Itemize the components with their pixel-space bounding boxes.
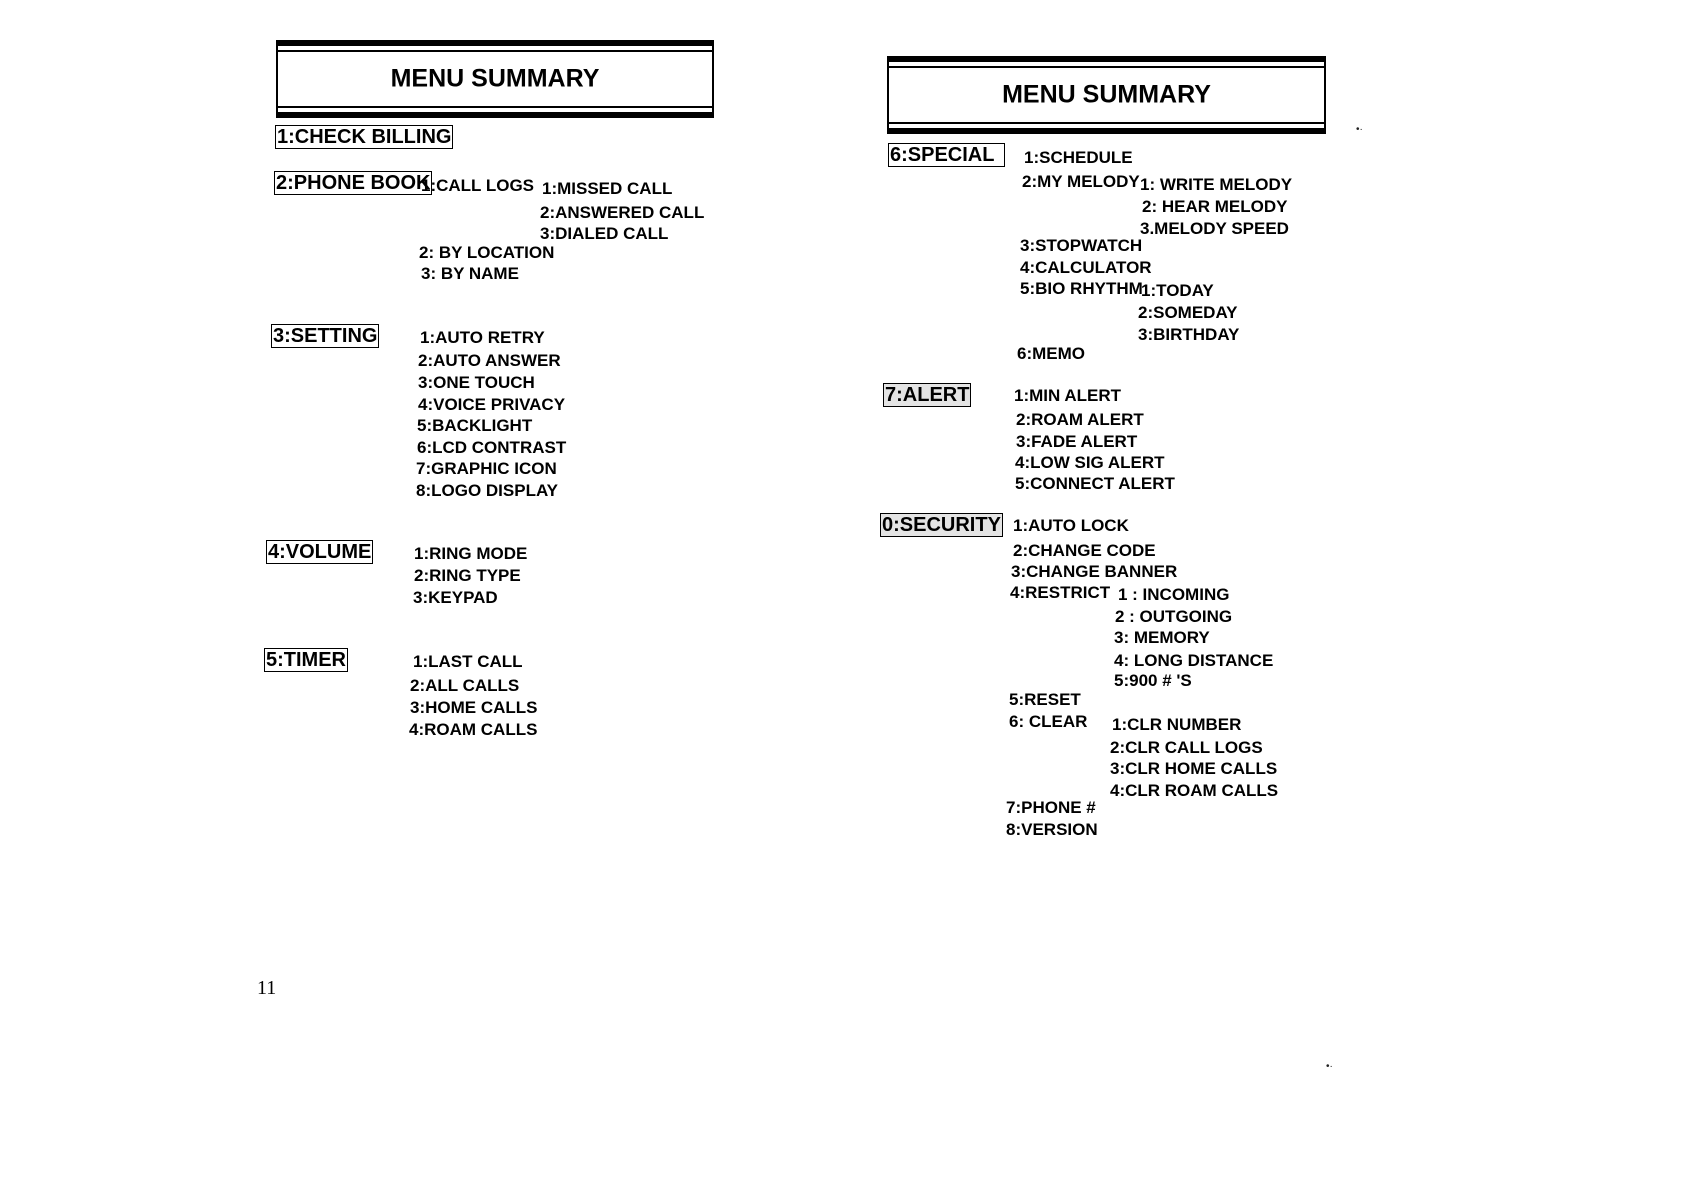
banner-top-line — [889, 66, 1324, 68]
menu-item-someday: 2:SOMEDAY — [1138, 303, 1238, 322]
menu-item-change-code: 2:CHANGE CODE — [1013, 541, 1156, 560]
menu-item-missed-call: 1:MISSED CALL — [542, 179, 673, 198]
menu-item-dialed-call: 3:DIALED CALL — [540, 224, 669, 243]
menu-item-graphic-icon: 7:GRAPHIC ICON — [416, 459, 557, 478]
menu-item-connect-alert: 5:CONNECT ALERT — [1015, 474, 1175, 493]
scan-speck: •· — [1356, 124, 1363, 135]
menu-item-reset: 5:RESET — [1009, 690, 1081, 709]
page-title-right: MENU SUMMARY — [1002, 80, 1211, 109]
menu-item-schedule: 1:SCHEDULE — [1024, 148, 1133, 167]
menu-item-my-melody: 2:MY MELODY — [1022, 172, 1140, 191]
banner-top-rule — [276, 40, 714, 46]
menu-item-clr-roam-calls: 4:CLR ROAM CALLS — [1110, 781, 1279, 800]
banner-bottom-rule — [887, 128, 1326, 134]
menu-item-lcd-contrast: 6:LCD CONTRAST — [417, 438, 567, 457]
menu-item-by-name: 3: BY NAME — [421, 264, 519, 283]
menu-item-clr-home-calls: 3:CLR HOME CALLS — [1110, 759, 1278, 778]
section-phone-book: 2:PHONE BOOK — [276, 172, 431, 194]
menu-item-home-calls: 3:HOME CALLS — [410, 698, 538, 717]
menu-item-answered-call: 2:ANSWERED CALL — [540, 203, 705, 222]
menu-item-change-banner: 3:CHANGE BANNER — [1011, 562, 1178, 581]
menu-item-incoming: 1 : INCOMING — [1118, 585, 1230, 604]
banner-bottom-line — [889, 122, 1324, 124]
section-check-billing: 1:CHECK BILLING — [277, 126, 452, 148]
section-volume: 4:VOLUME — [268, 541, 372, 563]
page-number: 11 — [257, 977, 277, 999]
menu-summary-banner-right — [887, 56, 1326, 134]
menu-item-min-alert: 1:MIN ALERT — [1014, 386, 1122, 405]
menu-item-one-touch: 3:ONE TOUCH — [418, 373, 535, 392]
menu-item-all-calls: 2:ALL CALLS — [410, 676, 520, 695]
menu-item-clr-number: 1:CLR NUMBER — [1112, 715, 1242, 734]
menu-item-by-location: 2: BY LOCATION — [419, 243, 555, 262]
menu-item-clr-call-logs: 2:CLR CALL LOGS — [1110, 738, 1263, 757]
menu-item-write-melody: 1: WRITE MELODY — [1140, 175, 1293, 194]
menu-item-melody-speed: 3.MELODY SPEED — [1140, 219, 1289, 238]
menu-item-today: 1:TODAY — [1141, 281, 1214, 300]
menu-item-auto-retry: 1:AUTO RETRY — [420, 328, 545, 347]
menu-item-roam-alert: 2:ROAM ALERT — [1016, 410, 1144, 429]
menu-item-backlight: 5:BACKLIGHT — [417, 416, 533, 435]
banner-bottom-line — [278, 106, 712, 108]
section-security: 0:SECURITY — [882, 514, 1001, 536]
banner-bottom-rule — [276, 112, 714, 118]
menu-item-low-sig-alert: 4:LOW SIG ALERT — [1015, 453, 1165, 472]
menu-item-stopwatch: 3:STOPWATCH — [1020, 236, 1143, 255]
menu-item-fade-alert: 3:FADE ALERT — [1016, 432, 1138, 451]
page-title: MENU SUMMARY — [390, 64, 600, 93]
menu-item-ring-mode: 1:RING MODE — [414, 544, 528, 563]
menu-item-hear-melody: 2: HEAR MELODY — [1142, 197, 1288, 216]
section-timer: 5:TIMER — [266, 649, 346, 671]
banner-top-rule — [887, 56, 1326, 62]
menu-item-last-call: 1:LAST CALL — [413, 652, 523, 671]
menu-item-memory: 3: MEMORY — [1114, 628, 1210, 647]
menu-item-voice-privacy: 4:VOICE PRIVACY — [418, 395, 566, 414]
menu-item-phone-number: 7:PHONE # — [1006, 798, 1096, 817]
menu-item-birthday: 3:BIRTHDAY — [1138, 325, 1240, 344]
menu-item-keypad: 3:KEYPAD — [413, 588, 498, 607]
menu-item-logo-display: 8:LOGO DISPLAY — [416, 481, 559, 500]
menu-item-outgoing: 2 : OUTGOING — [1115, 607, 1233, 626]
menu-item-restrict: 4:RESTRICT — [1010, 583, 1111, 602]
menu-item-clear: 6: CLEAR — [1009, 712, 1088, 731]
menu-item-calculator: 4:CALCULATOR — [1020, 258, 1152, 277]
menu-item-version: 8:VERSION — [1006, 820, 1098, 839]
menu-item-memo: 6:MEMO — [1017, 344, 1085, 363]
menu-item-auto-answer: 2:AUTO ANSWER — [418, 351, 561, 370]
menu-item-bio-rhythm: 5:BIO RHYTHM — [1020, 279, 1143, 298]
menu-item-auto-lock: 1:AUTO LOCK — [1013, 516, 1129, 535]
menu-summary-banner — [276, 40, 714, 118]
menu-item-long-distance: 4: LONG DISTANCE — [1114, 651, 1274, 670]
menu-item-call-logs: 1:CALL LOGS — [421, 176, 535, 195]
section-special: 6:SPECIAL — [888, 143, 1005, 167]
section-setting: 3:SETTING — [273, 325, 378, 347]
menu-item-900s: 5:900 # 'S — [1114, 671, 1192, 690]
scan-speck: •· — [1326, 1061, 1333, 1072]
section-alert: 7:ALERT — [885, 384, 970, 406]
menu-item-ring-type: 2:RING TYPE — [414, 566, 521, 585]
menu-item-roam-calls: 4:ROAM CALLS — [409, 720, 538, 739]
banner-top-line — [278, 50, 712, 52]
